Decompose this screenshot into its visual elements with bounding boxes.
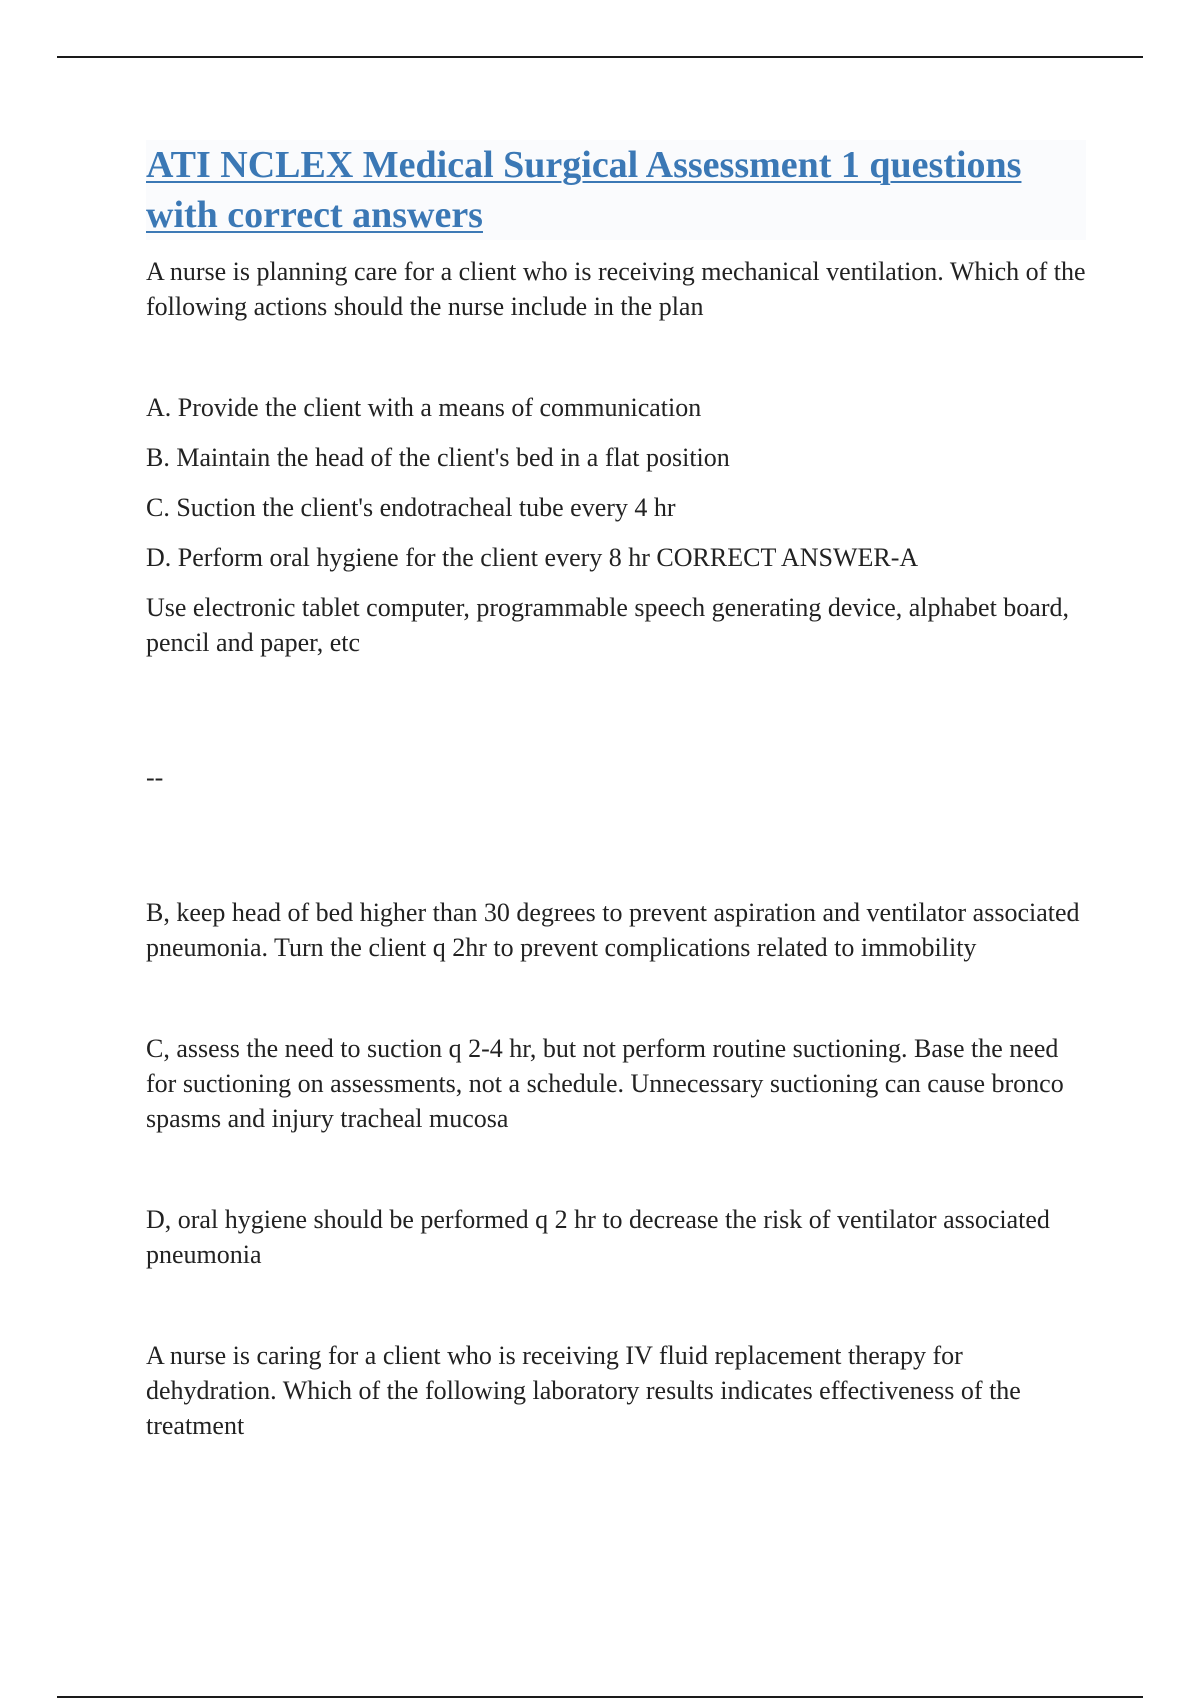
question-1-option-c: C. Suction the client's endotracheal tube every 4 hr xyxy=(146,493,676,522)
question-2-stem: A nurse is caring for a client who is receiving IV fluid replacement therapy for dehydration. Which of the following laboratory results indicates effectiveness of the treatment xyxy=(146,1341,1021,1440)
spacer xyxy=(146,795,1086,895)
spacer xyxy=(146,660,1086,760)
question-1-option-a: A. Provide the client with a means of communication xyxy=(146,393,702,422)
spacer xyxy=(146,1136,1086,1202)
spacer xyxy=(146,965,1086,1031)
question-1-rationale: Use electronic tablet computer, programmable speech generating device, alphabet board, pencil and paper, etc xyxy=(146,593,1069,657)
explanation-b: B, keep head of bed higher than 30 degrees to prevent aspiration and ventilator associated pneumonia. Turn the client q 2hr to prevent complications related to immobility xyxy=(146,898,1080,962)
separator-text: -- xyxy=(146,763,164,792)
bottom-rule xyxy=(57,1696,1143,1698)
document-title-link[interactable]: ATI NCLEX Medical Surgical Assessment 1 questions with correct answers xyxy=(146,140,1086,240)
question-1-option-b: B. Maintain the head of the client's bed in a flat position xyxy=(146,443,730,472)
spacer xyxy=(146,1272,1086,1338)
explanation-c: C, assess the need to suction q 2-4 hr, but not perform routine suctioning. Base the need for suctioning on assessments, not a schedule. Unnecessary suctioning can cause bronco spasms and injury tracheal mucosa xyxy=(146,1034,1064,1133)
question-1-option-d: D. Perform oral hygiene for the client every 8 hr CORRECT ANSWER-A xyxy=(146,543,919,572)
top-rule xyxy=(57,56,1143,58)
spacer xyxy=(146,324,1086,390)
explanation-d: D, oral hygiene should be performed q 2 hr to decrease the risk of ventilator associated pneumonia xyxy=(146,1205,1050,1269)
document-body xyxy=(146,140,1086,1443)
question-1-stem: A nurse is planning care for a client who is receiving mechanical ventilation. Which of the following actions should the nurse include in the plan xyxy=(146,257,1086,321)
